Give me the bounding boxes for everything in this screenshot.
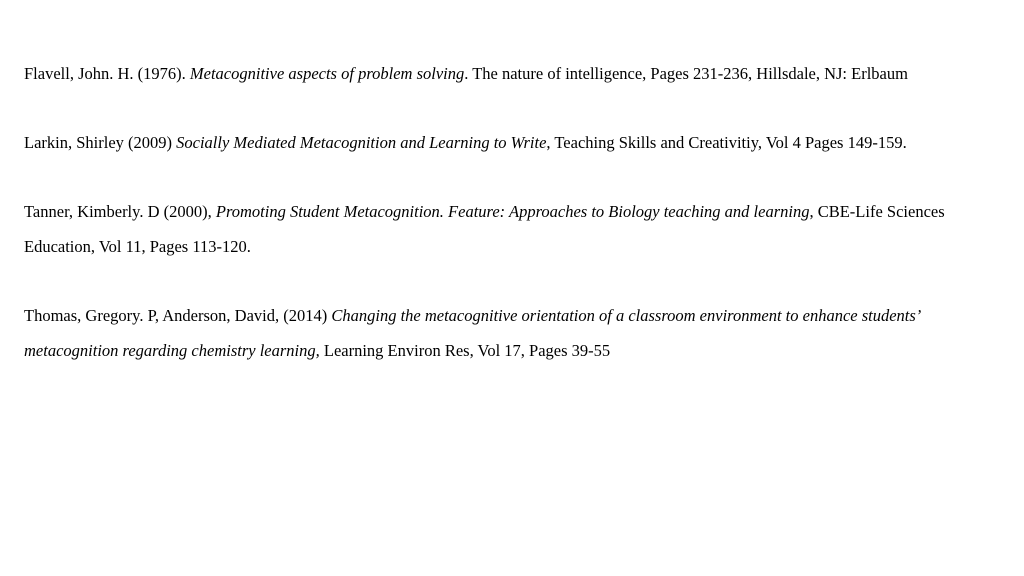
reference-source: . The nature of intelligence, Pages 231-236, Hillsdale, NJ: Erlbaum (464, 64, 908, 83)
reference-authors: Tanner, Kimberly. D (2000), (24, 202, 216, 221)
reference-item (24, 125, 999, 160)
reference-authors: Flavell, John. H. (1976). (24, 64, 190, 83)
reference-authors: Larkin, Shirley (2009) (24, 133, 177, 152)
reference-authors: Thomas, Gregory. P, Anderson, David, (2014) (24, 306, 332, 325)
reference-item (24, 194, 999, 264)
reference-title: Socially Mediated Metacognition and Learning to Write (176, 133, 547, 152)
reference-item (24, 298, 999, 368)
reference-title: Metacognitive aspects of problem solving (189, 64, 465, 83)
reference-source: , Teaching Skills and Creativitiy, Vol 4 Pages 149-159. (546, 133, 907, 152)
reference-title: Changing the metacognitive orientation of a classroom environment to enhance students’ metacognition regarding chemistry learning, (24, 306, 920, 360)
reference-list (24, 56, 999, 368)
reference-item (24, 56, 999, 91)
reference-source: Learning Environ Res, Vol 17, Pages 39-55 (319, 341, 611, 360)
reference-title: Promoting Student Metacognition. Feature: Approaches to Biology teaching and learning (215, 202, 810, 221)
reference-source: , CBE-Life Sciences Education, Vol 11, Pages 113-120. (24, 202, 945, 256)
